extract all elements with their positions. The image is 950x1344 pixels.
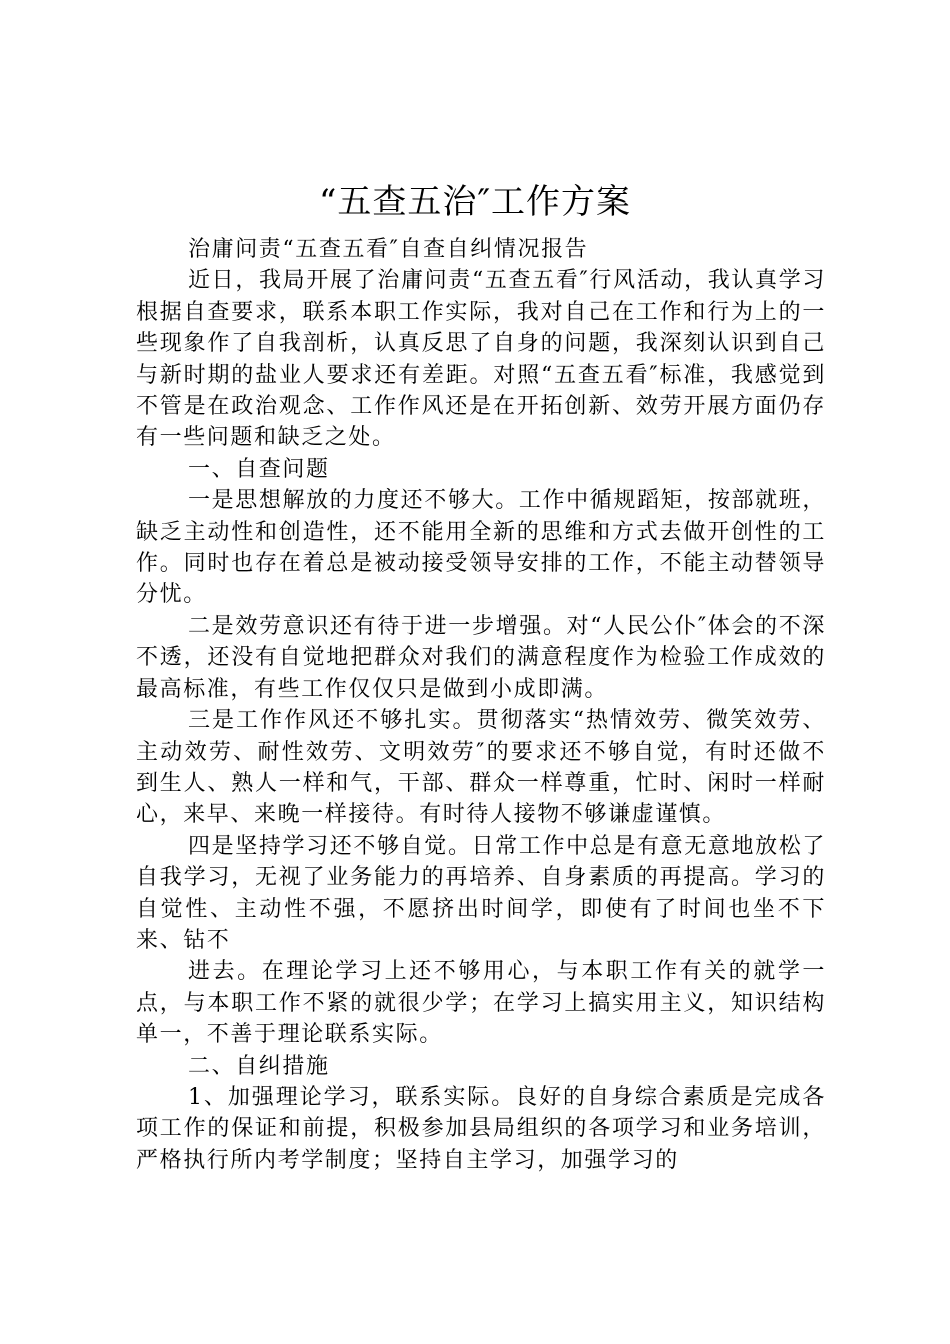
problem-paragraph-4-continued: 进去。在理论学习上还不够用心，与本职工作有关的就学一点，与本职工作不紧的就很少学；在学习上搞实用主义，知识结构单一，不善于理论联系实际。: [136, 959, 826, 1048]
problem-paragraph-3: 三是工作作风还不够扎实。贯彻落实“热情效劳、微笑效劳、主动效劳、耐性效劳、文明效劳″的要求还不够自觉，有时还做不到生人、熟人一样和气，干部、群众一样尊重，忙时、闲时一样耐心，来早、来晚一样接待。有时待人接物不够谦虚谨慎。: [136, 708, 826, 828]
problem-paragraph-1: 一是思想解放的力度还不够大。工作中循规蹈矩，按部就班，缺乏主动性和创造性，还不能用全新的思维和方式去做开创性的工作。同时也存在着总是被动接受领导安排的工作，不能主动替领导分忧。: [136, 488, 826, 608]
document-title: “五查五治″工作方案: [318, 182, 632, 222]
report-heading: 治庸问责“五查五看″自查自纠情况报告: [188, 237, 589, 262]
document-body: [136, 234, 826, 1176]
section-heading-self-check: 一、自查问题: [188, 456, 330, 482]
problem-paragraph-2: 二是效劳意识还有待于进一步增强。对“人民公仆″体会的不深不透，还没有自觉地把群众对我们的满意程度作为检验工作成效的最高标准，有些工作仅仅只是做到小成即满。: [136, 613, 826, 702]
measure-paragraph-1: 1、加强理论学习，联系实际。良好的自身综合素质是完成各项工作的保证和前提，积极参加县局组织的各项学习和业务培训，严格执行所内考学制度；坚持自主学习，加强学习的: [136, 1084, 826, 1173]
problem-paragraph-4: 四是坚持学习还不够自觉。日常工作中总是有意无意地放松了自我学习，无视了业务能力的再培养、自身素质的再提高。学习的自觉性、主动性不强，不愿挤出时间学，即使有了时间也坐不下来、钻不: [136, 833, 826, 953]
section-heading-corrective-measures: 二、自纠措施: [188, 1053, 330, 1079]
intro-paragraph: 近日，我局开展了治庸问责“五查五看″行风活动，我认真学习根据自查要求，联系本职工作实际，我对自己在工作和行为上的一些现象作了自我剖析，认真反思了自身的问题，我深刻认识到自己与新时期的盐业人要求还有差距。对照“五查五看″标准，我感觉到不管是在政治观念、工作作风还是在开拓创新、效劳开展方面仍存有一些问题和缺乏之处。: [136, 268, 826, 451]
